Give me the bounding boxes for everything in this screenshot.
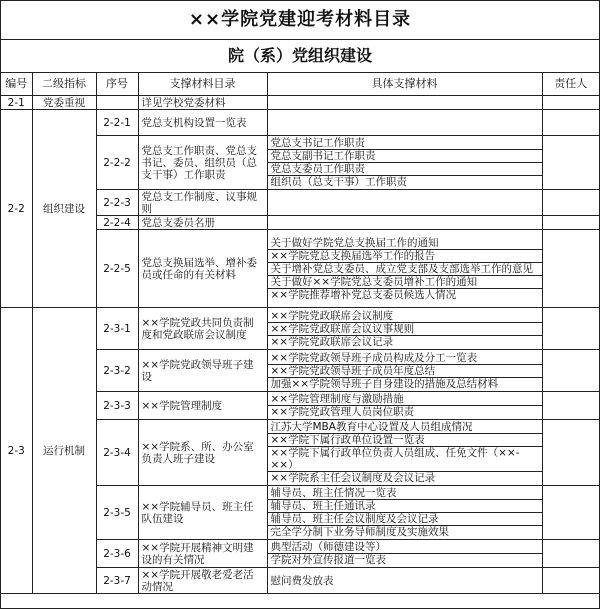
row-seq: 2-3-7	[96, 568, 138, 594]
row-materials	[267, 96, 542, 110]
section-subtitle: 院（系）党组织建设	[1, 40, 599, 73]
table-row	[1, 96, 599, 110]
row-catalog: 党总支机构设置一览表	[138, 110, 267, 136]
material-item: ××学院下属行政单位负责人员组成、任免文件（××-××）	[268, 447, 542, 472]
row-materials	[267, 230, 542, 308]
material-item: 组织员（总支干事）工作职责	[270, 176, 407, 188]
material-item: ××学院管理制度与激励措施	[268, 393, 542, 406]
header-catalog: 支撑材料目录	[138, 73, 267, 96]
row-owner	[542, 486, 599, 540]
group-indicator: 组织建设	[32, 110, 96, 308]
group-no: 2-3	[1, 308, 32, 594]
row-owner	[542, 96, 599, 110]
group-no: 2-2	[1, 110, 32, 308]
material-item: 党总支副书记工作职责	[268, 150, 542, 163]
row-seq: 2-2-5	[96, 230, 138, 308]
table-header-row	[1, 73, 599, 96]
row-materials	[267, 190, 542, 216]
row-catalog: ××学院开展精神文明建设的有关情况	[138, 540, 267, 568]
material-item: 党总支委员工作职责	[268, 163, 542, 176]
row-catalog: 党总支换届选举、增补委员或任命的有关材料	[138, 230, 267, 308]
row-owner	[542, 190, 599, 216]
material-item: ××学院党政领导班子成员年度总结	[268, 365, 542, 378]
row-catalog: 党总支工作制度、议事规则	[138, 190, 267, 216]
group-indicator: 运行机制	[32, 308, 96, 594]
row-seq: 2-3-1	[96, 308, 138, 350]
row-catalog: ××学院党政共同负责制度和党政联席会议制度	[138, 308, 267, 350]
material-item: ××学院下属行政单位设置一览表	[268, 434, 542, 447]
row-seq: 2-2-4	[96, 216, 138, 230]
material-item: 完全学分制下业务导师制度及实施效果	[270, 526, 449, 538]
row-materials	[267, 392, 542, 420]
row-seq: 2-2-3	[96, 190, 138, 216]
row-catalog: ××学院党政领导班子建设	[138, 350, 267, 392]
group-indicator: 党委重视	[32, 96, 96, 110]
row-materials	[267, 136, 542, 190]
row-catalog: ××学院管理制度	[138, 392, 267, 420]
material-item: 关于增补党总支委员、成立党支部及支部选举工作的意见	[268, 263, 542, 276]
row-owner	[542, 392, 599, 420]
row-catalog: ××学院开展敬老爱老活动情况	[138, 568, 267, 594]
row-materials	[267, 420, 542, 486]
row-catalog: 党总支工作职责、党总支书记、委员、组织员（总支干事）工作职责	[138, 136, 267, 190]
header-owner: 责任人	[542, 73, 599, 96]
header-no: 编号	[1, 73, 32, 96]
header-seq: 序号	[96, 73, 138, 96]
row-catalog: 党总支委员名册	[138, 216, 267, 230]
row-seq: 2-2-2	[96, 136, 138, 190]
material-item: ××学院党总支换届选举工作的报告	[268, 250, 542, 263]
row-seq: 2-3-6	[96, 540, 138, 568]
material-item: 江苏大学MBA教育中心设置及人员组成情况	[268, 421, 542, 434]
row-materials: 慰问费发放表	[267, 568, 542, 594]
row-owner	[542, 350, 599, 392]
table-row	[1, 308, 599, 350]
material-item: 辅导员、班主任情况一览表	[268, 487, 542, 500]
row-seq: 2-3-3	[96, 392, 138, 420]
row-owner	[542, 110, 599, 136]
material-item: ××学院党政联席会议议事规则	[268, 323, 542, 336]
table-row	[1, 110, 599, 136]
material-item: 关于做好××学院党总支委员增补工作的通知	[268, 276, 542, 289]
document-title: ××学院党建迎考材料目录	[1, 1, 599, 40]
material-item: ××学院党政领导班子成员构成及分工一览表	[268, 352, 542, 365]
row-seq: 2-3-2	[96, 350, 138, 392]
row-seq: 2-3-5	[96, 486, 138, 540]
row-catalog: ××学院辅导员、班主任队伍建设	[138, 486, 267, 540]
material-item: 党总支书记工作职责	[268, 137, 542, 150]
row-catalog: ××学院系、所、办公室负责人班子建设	[138, 420, 267, 486]
header-indicator: 二级指标	[32, 73, 96, 96]
row-seq	[96, 96, 138, 110]
row-materials	[267, 216, 542, 230]
row-owner	[542, 540, 599, 568]
row-catalog: 详见学校党委材料	[138, 96, 267, 110]
materials-table	[1, 73, 599, 594]
material-item: 辅导员、班主任通讯录	[268, 500, 542, 513]
row-materials	[267, 308, 542, 350]
group-no: 2-1	[1, 96, 32, 110]
row-owner	[542, 308, 599, 350]
header-materials: 具体支撑材料	[267, 73, 542, 96]
material-item: 关于做好学院党总支换届工作的通知	[268, 237, 542, 250]
row-owner	[542, 136, 599, 190]
row-materials	[267, 110, 542, 136]
material-item: ××学院系主任会议制度及会议记录	[270, 472, 436, 484]
material-item: 辅导员、班主任会议制度及会议记录	[268, 513, 542, 526]
material-item: ××学院党政联席会议制度	[268, 310, 542, 323]
row-materials	[267, 486, 542, 540]
row-owner	[542, 230, 599, 308]
row-materials	[267, 540, 542, 568]
material-item: 学院对外宣传报道一览表	[270, 554, 386, 566]
material-item: 典型活动（师德建设等）	[268, 541, 542, 554]
material-item: 加强××学院领导班子自身建设的措施及总结材料	[270, 377, 499, 390]
material-item: ××学院党政管理人员岗位职责	[270, 406, 415, 418]
row-seq: 2-3-4	[96, 420, 138, 486]
material-item: ××学院推荐增补党总支委员候选人情况	[270, 288, 457, 301]
row-owner	[542, 568, 599, 594]
row-owner	[542, 216, 599, 230]
row-seq: 2-2-1	[96, 110, 138, 136]
material-item: ××学院党政联席会议记录	[270, 335, 394, 348]
row-owner	[542, 420, 599, 486]
row-materials	[267, 350, 542, 392]
